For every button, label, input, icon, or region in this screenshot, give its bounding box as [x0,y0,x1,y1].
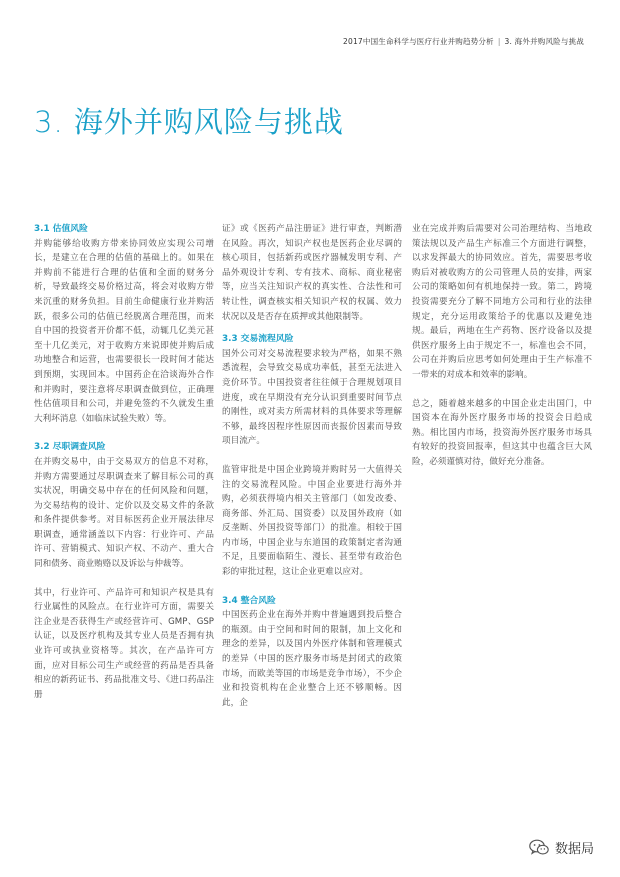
report-title: 2017中国生命科学与医疗行业并购趋势分析 [343,37,494,46]
section-heading-3-1: 3.1 估值风险 [34,224,88,234]
header-separator: | [497,37,501,46]
section-title: 3. 海外并购风险与挑战 [504,37,584,46]
paragraph-integration-cont: 业在完成并购后需要对公司治理结构、当地政策法规以及产品生产标准三个方面进行调整，以求发挥最大的协同效应。首先，需要思考收购后对被收购方的公司管理人员的安排，两家公司的策略如何有机地保持一致。第二，跨境投资需要充分了解不同地方公司和行业的法律规定，充分运用政策给予的优惠以及避免违规。最后，两地在生产药物、医疗设备以及提供医疗服务上由于规定不一，标准也会不同，公司在并购后应思考如何处理由于生产标准不一带来的对成本和效率的影响。 [412,224,592,380]
running-header [343,36,584,47]
section-heading-3-2: 3.2 尽职调查风险 [34,442,106,453]
paragraph-due-diligence-cont: 证》或《医药产品注册证》进行审查，判断潜在风险。再次，知识产权也是医药企业尽调的核心项目，包括新药或医疗器械发明专利、产品外观设计专利、专有技术、商标、商业秘密等，应当关注知识产权的真实性、合法性和可转让性，调查核实相关知识产权的权属、效力状况以及是否存在质押或其他限制等。 [222,224,402,322]
page-title: 3. 海外并购风险与挑战 [34,105,344,139]
paragraph-transaction-process-1: 国外公司对交易流程要求较为严格，如果不熟悉流程，会导致交易成功率低，甚至无法进入竞价环节。中国投资者往往倾于合理规划项目进度，或在早期没有充分认识到重要时间节点的刚性，或对卖方所需材料的具体要求等理解不够，最终因程序性原因而丧报价因素而导致项目流产。 [222,348,402,447]
section-heading-3-4: 3.4 整合风险 [222,595,276,606]
paragraph-due-diligence-2: 其中，行业许可、产品许可和知识产权是具有行业属性的风险点。在行业许可方面，需要关注企业是否获得生产或经营许可、GMP、GSP认证，以及医疗机构及其专业人员是否拥有执业许可或执业资格等。其次，在产品许可方面，应对目标公司生产或经营的药品是否具备相应的新药证书、药品批准文号、《进口药品注册 [34,587,214,700]
paragraph-due-diligence-1: 在并购交易中，由于交易双方的信息不对称，并购方需要通过尽职调查来了解目标公司的真实状况，明确交易中存在的任何风险和问题，为交易结构的设计、定价以及交易文件的条款和条件提供参考。对目标医药企业开展法律尽职调查，通常涵盖以下内容：行业许可、产品许可、营销模式、知识产权、不动产、重大合同和债务、商业贿赂以及诉讼与仲裁等。 [34,456,214,570]
paragraph-transaction-process-2: 监管审批是中国企业跨境并购时另一大值得关注的交易流程风险。中国企业要进行海外并购，必须获得境内相关主管部门（如发改委、商务部、外汇局、国资委）以及国外政府（如反垄断、外国投资等部门）的批准。相较于国内市场，中国企业与东道国的政策制定者沟通不足，且要面临陌生、漫长、甚至带有政治色彩的审批过程，这让企业更难以应对。 [222,464,402,578]
paragraph-summary: 总之，随着越来越多的中国企业走出国门，中国资本在海外医疗服务市场的投资会日趋成熟。相比国内市场，投资海外医疗服务市场具有较好的投资回报率，但这其中也蕴含巨大风险，必须谨慎对待，做好充分准备。 [412,398,592,467]
column-3 [412,222,592,470]
section-heading-3-3: 3.3 交易流程风险 [222,334,294,345]
column-2 [222,222,402,710]
brand-watermark [529,838,594,857]
column-1 [34,222,214,702]
wechat-icon [529,839,549,856]
paragraph-valuation-risk: 并购能够给收购方带来协同效应实现公司增长，是建立在合理的估值的基础上的。如果在并购前不能进行合理的估值和全面的财务分析，导致最终交易价格过高，将会对收购方带来沉重的财务负担。目前生命健康行业并购活跃，很多公司的估值已经脱离合理范围，而来自中国的投资者开价都不低，动辄几亿美元甚至十几亿美元，对于收购方来说即使并购后成功地整合和运营，也需要很长一段时间才能达到预期，实现回本。中国药企在洽谈海外合作和并购时，要注意将尽职调查做到位，正确理性估值项目和公司，并避免签约不久就发生重大利坏消息（如临床试验失败）等。 [34,238,214,424]
paragraph-integration-risk: 中国医药企业在海外并购中普遍遇到投后整合的瓶颈。由于空间和时间的限制，加上文化和理念的差异，以及国内外医疗体制和管理模式的差异（中国的医疗服务市场是封闭式的政策市场，而欧美等国的市场是竞争市场），不少企业和投资机构在企业整合上还不够顺畅。因此，企 [222,610,402,708]
brand-name: 数据局 [554,842,594,857]
